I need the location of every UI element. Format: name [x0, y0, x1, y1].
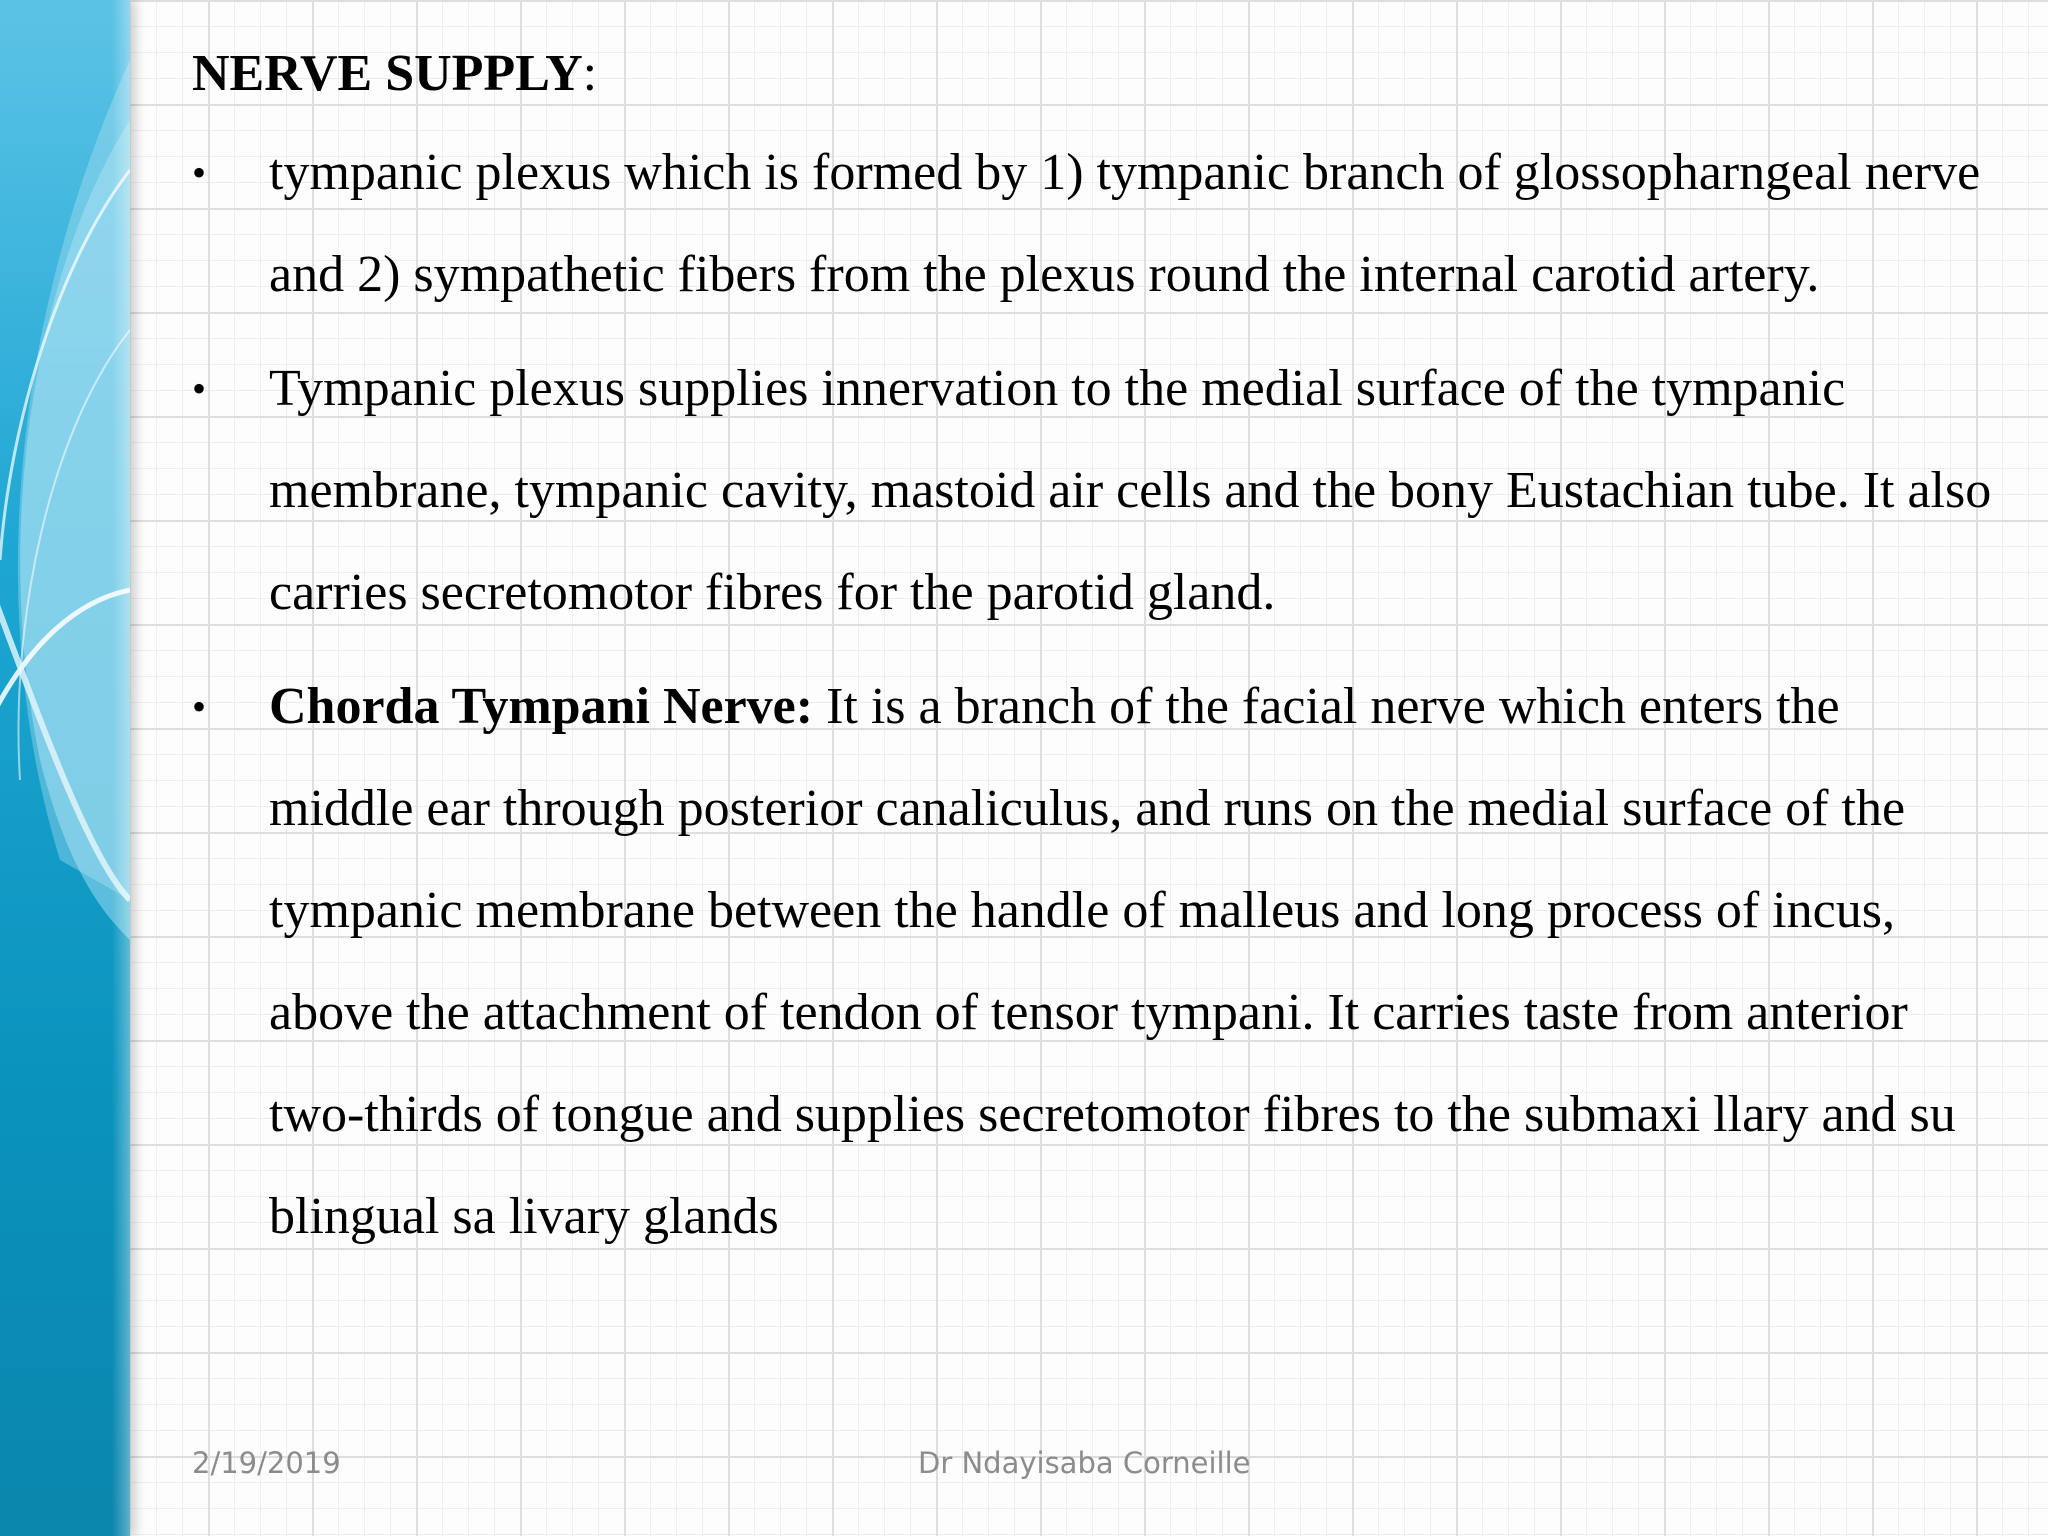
bullet-lead-term: Chorda Tympani Nerve:	[269, 678, 814, 735]
slide-content	[192, 36, 1992, 1268]
bullet-list	[192, 122, 1992, 1268]
bullet-item-tympanic-plexus-supply	[192, 338, 1992, 644]
heading-colon: :	[582, 45, 598, 102]
bullet-dot-icon: •	[192, 684, 207, 729]
bullet-item-tympanic-plexus-formation	[192, 122, 1992, 326]
footer-author: Dr Ndayisaba Corneille	[918, 1446, 1251, 1480]
heading-title: NERVE SUPPLY	[192, 45, 583, 102]
slide-heading	[192, 36, 1992, 112]
bullet-item-chorda-tympani	[192, 656, 1992, 1268]
decorative-side-band	[0, 0, 130, 1536]
wave-decoration-graphic	[0, 0, 130, 1536]
bullet-dot-icon: •	[192, 150, 207, 195]
bullet-text: Tympanic plexus supplies innervation to the medial surface of the tympanic membrane, tympanic cavity, mastoid air cells and the bony Eustachian tube. It also carries secretomotor fibres for the parotid gland.	[269, 360, 1992, 621]
bullet-text: tympanic plexus which is formed by 1) tympanic branch of glossopharngeal nerve and 2) sympathetic fibers from the plexus round the internal carotid artery.	[269, 144, 1981, 303]
footer-date: 2/19/2019	[192, 1446, 341, 1480]
bullet-text: It is a branch of the facial nerve which enters the middle ear through posterior canaliculus, and runs on the medial surface of the tympanic membrane between the handle of malleus and long process of incus, above the attachment of tendon of tensor tympani. It carries taste from anterior two-thirds of tongue and supplies secretomotor fibres to the submaxi llary and su blingual sa livary glands	[269, 678, 1956, 1245]
bullet-dot-icon: •	[192, 366, 207, 411]
